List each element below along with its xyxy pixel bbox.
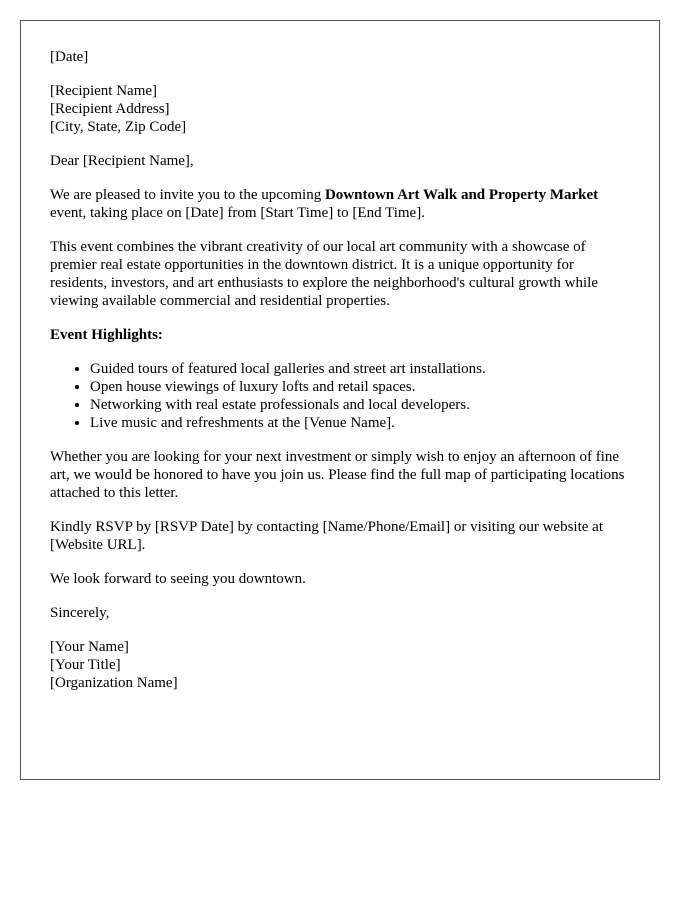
intro-text-before: We are pleased to invite you to the upcoming xyxy=(50,187,325,203)
description-paragraph: This event combines the vibrant creativity of our local art community with a showcase of premier real estate opportunities in the downtown district. It is a unique opportunity for residents, investors, and art enthusiasts to explore the neighborhood's cultural growth while viewing available commercial and residential properties. xyxy=(50,239,599,309)
salutation: Dear [Recipient Name], xyxy=(50,153,194,169)
intro-paragraph xyxy=(50,186,631,222)
rsvp-paragraph: Kindly RSVP by [RSVP Date] by contacting [Name/Phone/Email] or visiting our website at [Website URL]. xyxy=(50,519,603,553)
highlight-item: • Guided tours of featured local galleries and street art installations. xyxy=(90,360,631,378)
recipient-city-state-zip: [City, State, Zip Code] xyxy=(50,119,187,135)
invitation-paragraph: Whether you are looking for your next investment or simply wish to enjoy an afternoon of fine art, we would be honored to have you join us. Please find the full map of participating locations attached to this letter. xyxy=(50,449,625,501)
highlight-item: • Networking with real estate professionals and local developers. xyxy=(90,396,631,414)
highlight-item: • Live music and refreshments at the [Venue Name]. xyxy=(90,414,631,432)
recipient-block xyxy=(50,82,631,136)
sign-off: Sincerely, xyxy=(50,605,110,621)
highlights-heading xyxy=(50,326,631,344)
closing-line: We look forward to seeing you downtown. xyxy=(50,571,306,587)
intro-text-after: event, taking place on [Date] from [Start Time] to [End Time]. xyxy=(50,205,425,221)
highlight-item: • Open house viewings of luxury lofts and retail spaces. xyxy=(90,378,631,396)
letter-page xyxy=(20,20,660,780)
recipient-name: [Recipient Name] xyxy=(50,83,158,99)
recipient-address: [Recipient Address] xyxy=(50,101,170,117)
signature-block xyxy=(50,638,631,692)
signature-organization: [Organization Name] xyxy=(50,675,178,691)
event-name: Downtown Art Walk and Property Market xyxy=(324,187,599,203)
highlights-heading-text: Event Highlights: xyxy=(50,327,163,343)
signature-title: [Your Title] xyxy=(50,657,121,673)
signature-name: [Your Name] xyxy=(50,639,129,655)
highlights-list xyxy=(50,360,631,432)
letter-date: [Date] xyxy=(50,49,89,65)
